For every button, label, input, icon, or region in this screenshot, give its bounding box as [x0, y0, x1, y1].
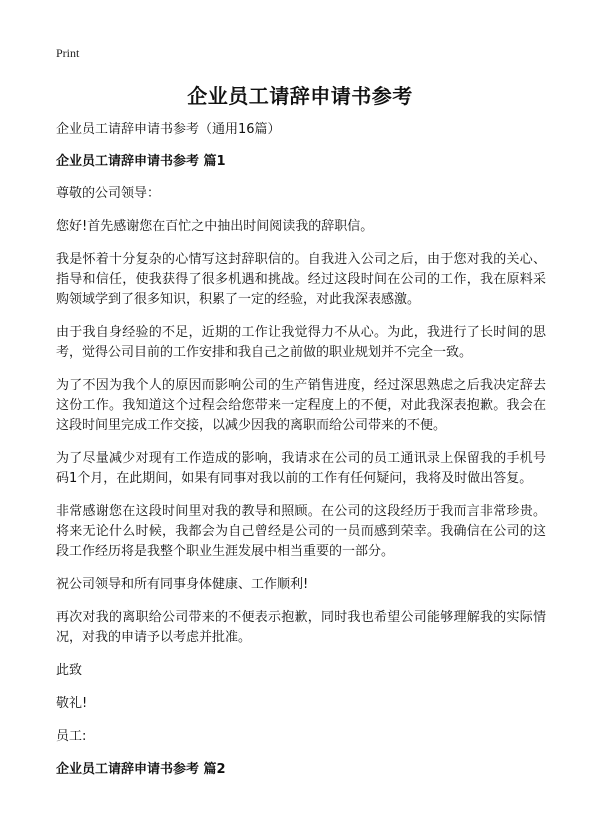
section-heading-2: 企业员工请辞申请书参考 篇2	[56, 762, 226, 777]
closing-line-1: 此致	[56, 663, 83, 678]
section-heading-1: 企业员工请辞申请书参考 篇1	[56, 154, 226, 169]
closing-line-2: 敬礼!	[56, 696, 88, 711]
paragraph-apology: 再次对我的离职给公司带来的不便表示抱歉，同时我也希望公司能够理解我的实际情况，对我的申请予以考虑并批准。	[56, 610, 546, 645]
print-link[interactable]: Print	[56, 46, 80, 60]
paragraph-wishes: 祝公司领导和所有同事身体健康、工作顺利!	[56, 577, 309, 592]
signature-label: 员工:	[56, 729, 87, 744]
paragraph-handover: 为了尽量减少对现有工作造成的影响，我请求在公司的员工通讯录上保留我的手机号码1个月，在此期间，如果有同事对我以前的工作有任何疑问，我将及时做出答复。	[56, 451, 546, 486]
paragraph-gratitude: 我是怀着十分复杂的心情写这封辞职信的。自我进入公司之后，由于您对我的关心、指导和信任，使我获得了很多机遇和挑战。经过这段时间在公司的工作，我在原料采购领域学到了很多知识，积累了一定的经验，对此我深表感激。	[56, 252, 546, 307]
document-subtitle: 企业员工请辞申请书参考（通用16篇）	[56, 122, 281, 137]
paragraph-reason: 由于我自身经验的不足，近期的工作让我觉得力不从心。为此，我进行了长时间的思考，觉得公司目前的工作安排和我自己之前做的职业规划并不完全一致。	[56, 325, 546, 360]
salutation: 尊敬的公司领导：	[56, 186, 161, 201]
page-title: 企业员工请辞申请书参考	[187, 84, 413, 108]
paragraph-thanks: 非常感谢您在这段时间里对我的教导和照顾。在公司的这段经历于我而言非常珍贵。将来无论什么时候，我都会为自己曾经是公司的一员而感到荣幸。我确信在公司的这段工作经历将是我整个职业生涯发展中相当重要的一部分。	[56, 504, 546, 559]
paragraph-greeting: 您好!首先感谢您在百忙之中抽出时间阅读我的辞职信。	[56, 219, 374, 234]
document-body	[56, 120, 546, 792]
paragraph-decision: 为了不因为我个人的原因而影响公司的生产销售进度，经过深思熟虑之后我决定辞去这份工作。我知道这个过程会给您带来一定程度上的不便，对此我深表抱歉。我会在这段时间里完成工作交接，以减少因我的离职而给公司带来的不便。	[56, 378, 546, 433]
